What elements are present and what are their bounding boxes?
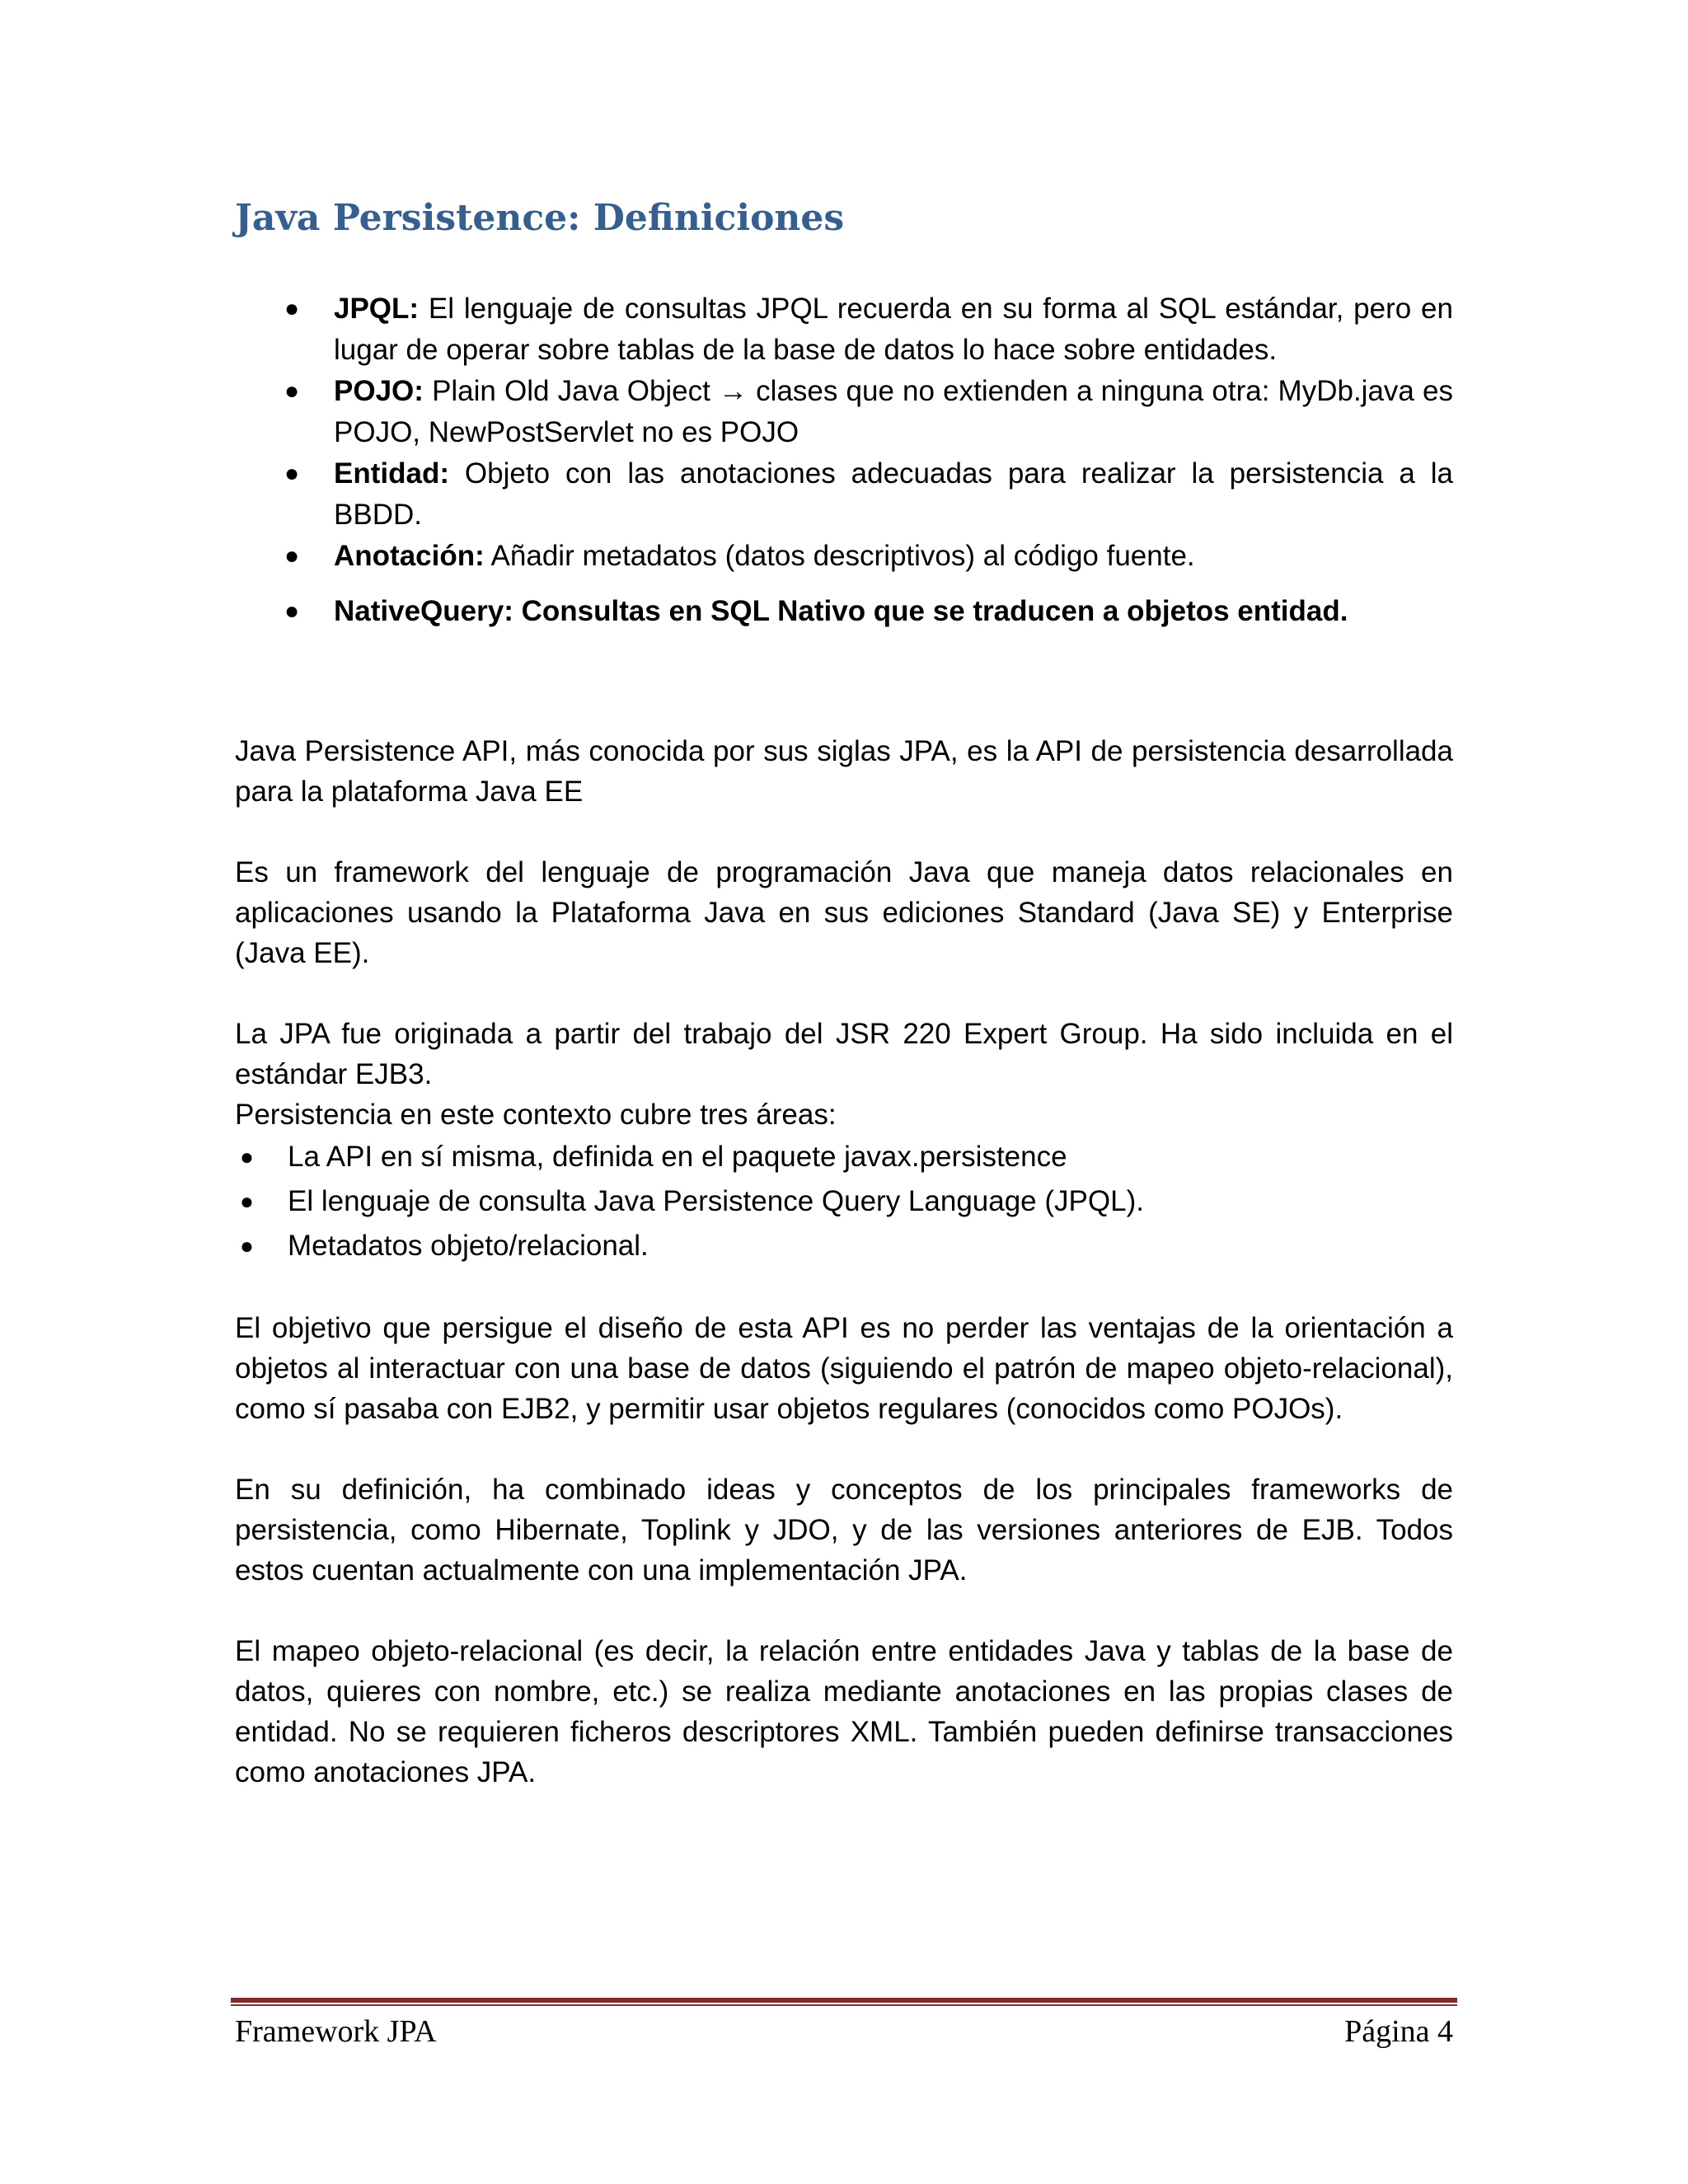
definition-term: Anotación: [334, 540, 485, 572]
paragraph-jpa-intro: Java Persistence API, más conocida por sus siglas JPA, es la API de persistencia desarrollada para la plataforma Java EE [235, 735, 1453, 808]
spacer [235, 812, 1453, 852]
definitions-list [235, 288, 1453, 632]
area-text: La API en sí misma, definida en el paquete javax.persistence [288, 1141, 1067, 1173]
paragraph-objective: El objetivo que persigue el diseño de esta API es no perder las ventajas de la orientación a objetos al interactuar con una base de datos (siguiendo el patrón de mapeo objeto-relacional), como sí pasaba con EJB2, y permitir usar objetos regulares (conocidos como POJOs). [235, 1312, 1453, 1425]
bullet-icon: ● [284, 598, 300, 625]
definition-text: El lenguaje de consultas JPQL recuerda en su forma al SQL estándar, pero en lugar de operar sobre tablas de la base de datos lo hace sobre entidades. [334, 293, 1453, 366]
definition-term: JPQL: [334, 293, 420, 325]
area-item [235, 1135, 1453, 1179]
spacer [235, 632, 1453, 731]
bullet-icon: ● [284, 295, 300, 322]
bullet-icon: ● [240, 1233, 254, 1258]
bullet-icon: ● [284, 460, 300, 487]
area-text: Metadatos objeto/relacional. [288, 1230, 649, 1262]
paragraph-origin: La JPA fue originada a partir del trabajo del JSR 220 Expert Group. Ha sido incluida en el estándar EJB3. [235, 1018, 1453, 1090]
spacer [235, 1268, 1453, 1308]
area-item [235, 1179, 1453, 1224]
paragraph-areas-intro: Persistencia en este contexto cubre tres áreas: [235, 1099, 837, 1131]
definition-text: Añadir metadatos (datos descriptivos) al código fuente. [484, 540, 1195, 572]
spacer [235, 1591, 1453, 1631]
definition-term: Entidad: [334, 457, 449, 490]
spacer [235, 973, 1453, 1014]
bullet-icon: ● [284, 542, 300, 569]
definition-item-anotacion [235, 536, 1453, 577]
area-text: El lenguaje de consulta Java Persistence Query Language (JPQL). [288, 1185, 1144, 1217]
bullet-icon: ● [284, 377, 300, 405]
definition-text: Objeto con las anotaciones adecuadas para realizar la persistencia a la BBDD. [334, 457, 1453, 531]
areas-list [235, 1135, 1453, 1268]
footer-page-number: Página 4 [1344, 2014, 1453, 2049]
paragraph-definition: En su definición, ha combinado ideas y conceptos de los principales frameworks de persistencia, como Hibernate, Toplink y JDO, y de las versiones anteriores de EJB. Todos estos cuentan actualmente con una implementación JPA. [235, 1474, 1453, 1586]
definition-term: POJO: [334, 375, 424, 407]
definition-item-nativequery [235, 591, 1453, 632]
definition-item-pojo [235, 371, 1453, 453]
definition-text: Plain Old Java Object → clases que no extienden a ninguna otra: MyDb.java es POJO, NewPostServlet no es POJO [334, 375, 1453, 448]
spacer [235, 1429, 1453, 1469]
footer-divider [231, 1998, 1457, 2006]
definition-term: NativeQuery: Consultas en SQL Nativo que se traducen a objetos entidad. [334, 595, 1348, 627]
definition-item-entidad [235, 453, 1453, 536]
definition-item-jpql [235, 288, 1453, 371]
area-item [235, 1224, 1453, 1268]
footer-document-title: Framework JPA [235, 2014, 437, 2049]
bullet-icon: ● [240, 1144, 254, 1169]
page-title: Java Persistence: Definiciones [235, 197, 845, 239]
paragraph-framework: Es un framework del lenguaje de programación Java que maneja datos relacionales en aplicaciones usando la Plataforma Java en sus ediciones Standard (Java SE) y Enterprise (Java EE). [235, 856, 1453, 969]
paragraph-mapping: El mapeo objeto-relacional (es decir, la relación entre entidades Java y tablas de la base de datos, quieres con nombre, etc.) se realiza mediante anotaciones en las propias clases de entidad. No se requieren ficheros descriptores XML. También pueden definirse transacciones como anotaciones JPA. [235, 1635, 1453, 1788]
page-content [235, 190, 1453, 1793]
bullet-icon: ● [240, 1188, 254, 1214]
